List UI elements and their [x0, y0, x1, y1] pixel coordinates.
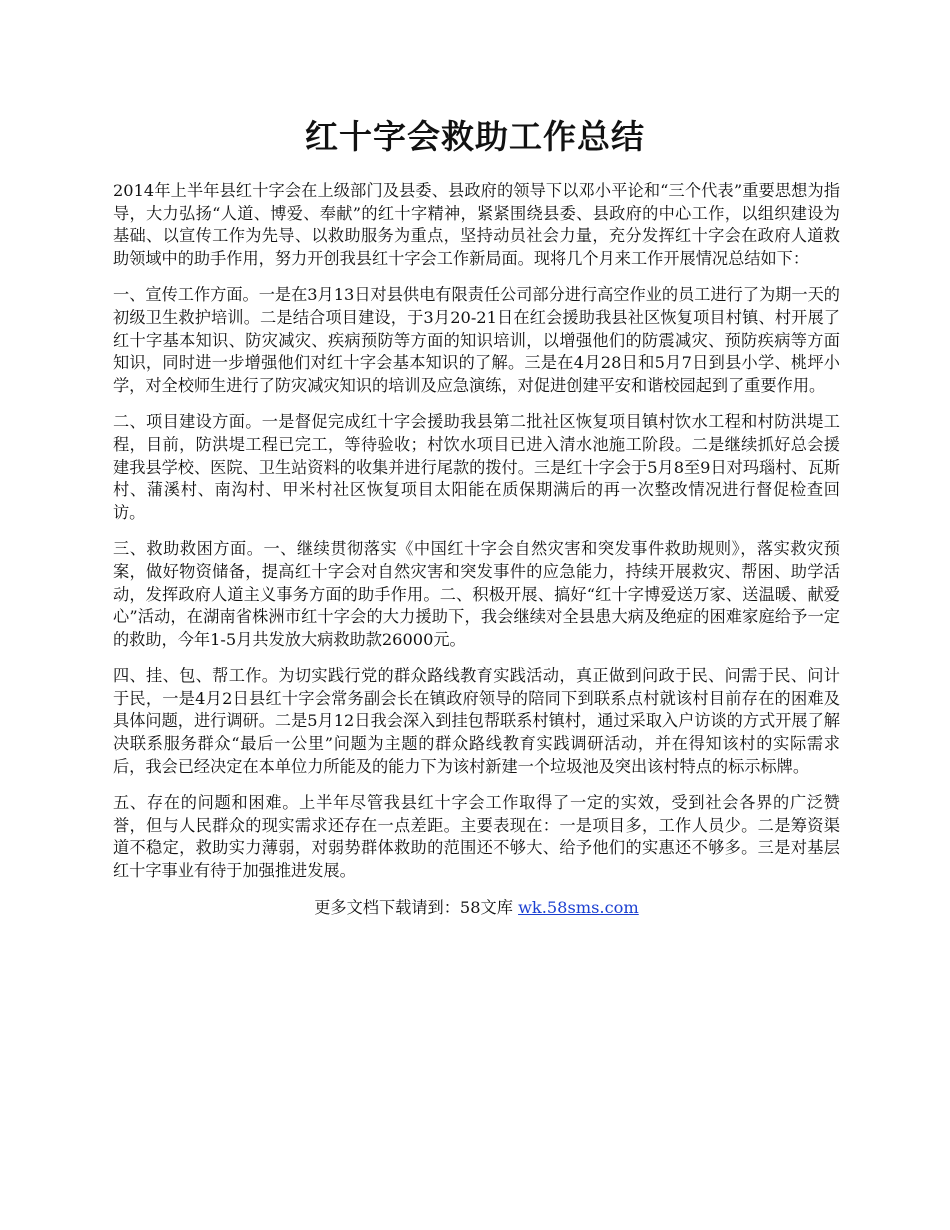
intro-paragraph: 2014年上半年县红十字会在上级部门及县委、县政府的领导下以邓小平论和“三个代表”重要思想为指导，大力弘扬“人道、博爱、奉献”的红十字精神，紧紧围绕县委、县政府的中心工作，以组织建设为基础、以宣传工作为先导、以救助服务为重点，坚持动员社会力量，充分发挥红十字会在政府人道救助领域中的助手作用，努力开创我县红十字会工作新局面。现将几个月来工作开展情况总结如下： — [113, 181, 840, 268]
problems-section-paragraph: 五、存在的问题和困难。上半年尽管我县红十字会工作取得了一定的实效，受到社会各界的广泛赞誉，但与人民群众的现实需求还存在一点差距。主要表现在：一是项目多，工作人员少。二是筹资渠道不稳定，救助实力薄弱，对弱势群体救助的范围还不够大、给予他们的实惠还不够多。三是对基层红十字事业有待于加强推进发展。 — [113, 793, 840, 881]
relief-section-paragraph: 三、救助救困方面。一、继续贯彻落实《中国红十字会自然灾害和突发事件救助规则》，落实救灾预案，做好物资储备，提高红十字会对自然灾害和突发事件的应急能力，持续开展救灾、帮困、助学活动，发挥政府人道主义事务方面的助手作用。二、积极开展、搞好“红十字博爱送万家、送温暖、献爱心”活动，在湖南省株洲市红十字会的大力援助下，我会继续对全县患大病及绝症的困难家庭给予一定的救助，今年1-5月共发放大病救助款26000元。 — [113, 539, 840, 649]
document-title: 红十字会救助工作总结 — [305, 117, 645, 156]
project-section-paragraph: 二、项目建设方面。一是督促完成红十字会援助我县第二批社区恢复项目镇村饮水工程和村防洪堤工程，目前，防洪堤工程已完工，等待验收；村饮水项目已进入清水池施工阶段。二是继续抓好总会援建我县学校、医院、卫生站资料的收集并进行尾款的拨付。三是红十字会于5月8至9日对玛瑙村、瓦斯村、蒲溪村、南沟村、甲米村社区恢复项目太阳能在质保期满后的再一次整改情况进行督促检查回访。 — [113, 412, 840, 522]
assistance-section-paragraph: 四、挂、包、帮工作。为切实践行党的群众路线教育实践活动，真正做到问政于民、问需于民、问计于民，一是4月2日县红十字会常务副会长在镇政府领导的陪同下到联系点村就该村目前存在的困难及具体问题，进行调研。二是5月12日我会深入到挂包帮联系村镇村，通过采取入户访谈的方式开展了解决联系服务群众“最后一公里”问题为主题的群众路线教育实践调研活动，并在得知该村的实际需求后，我会已经决定在本单位力所能及的能力下为该村新建一个垃圾池及突出该村特点的标示标牌。 — [113, 666, 840, 776]
footer-text: 更多文档下载请到：58文库 — [314, 897, 519, 917]
footer-link[interactable]: wk.58sms.com — [518, 897, 639, 917]
document-body — [113, 180, 840, 919]
download-footer — [113, 897, 840, 919]
publicity-section-paragraph: 一、宣传工作方面。一是在3月13日对县供电有限责任公司部分进行高空作业的员工进行了为期一天的初级卫生救护培训。二是结合项目建设，于3月20-21日在红会援助我县社区恢复项目村镇、村开展了红十字基本知识、防灾减灾、疾病预防等方面的知识培训，以增强他们的防震减灾、预防疾病等方面知识，同时进一步增强他们对红十字会基本知识的了解。三是在4月28日和5月7日到县小学、桃坪小学，对全校师生进行了防灾减灾知识的培训及应急演练，对促进创建平安和谐校园起到了重要作用。 — [113, 285, 840, 395]
